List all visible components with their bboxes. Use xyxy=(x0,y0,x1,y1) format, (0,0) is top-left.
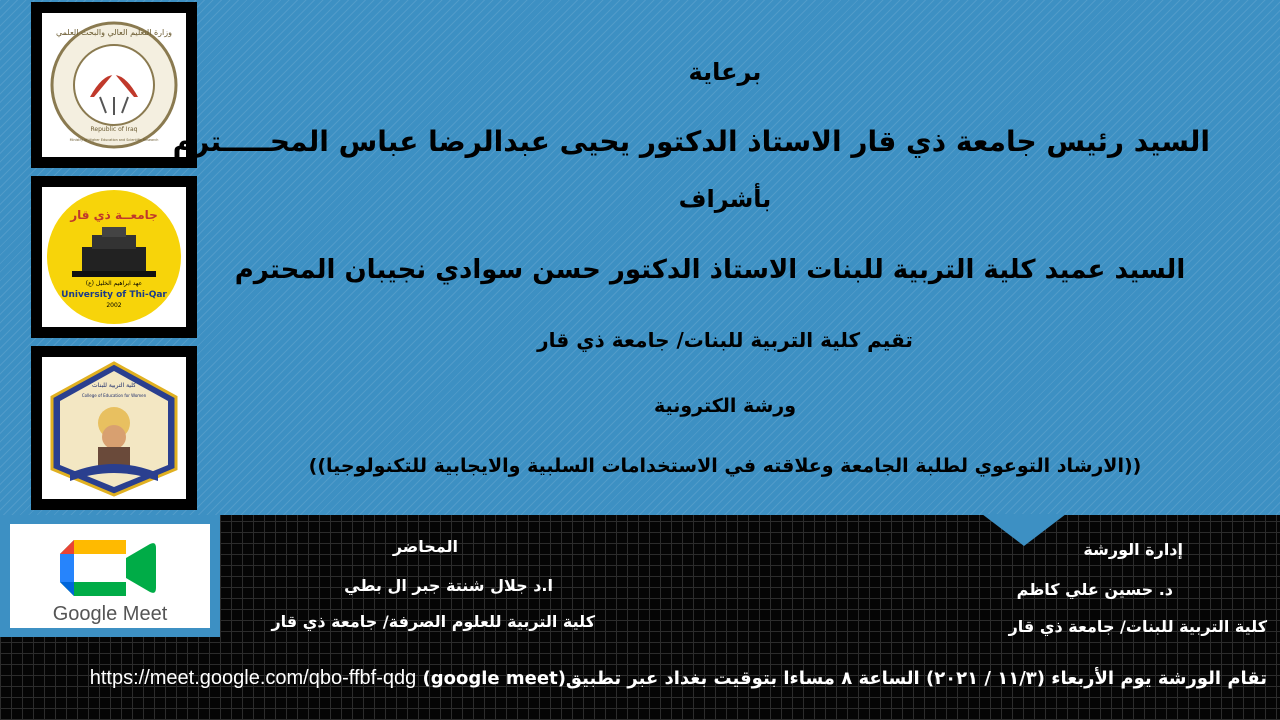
university-logo-year: 2002 xyxy=(106,302,122,309)
lecturer-heading: المحاضر xyxy=(392,537,458,556)
management-name: د. حسين علي كاظم xyxy=(1016,580,1173,599)
college-logo-frame xyxy=(31,346,197,510)
university-president-line: السيد رئيس جامعة ذي قار الاستاذ الدكتور يحيى عبدالرضا عباس المحـــــترم xyxy=(172,125,1210,158)
supervision-heading: بأشراف xyxy=(678,185,772,213)
ministry-logo xyxy=(42,13,186,157)
college-logo xyxy=(42,357,186,499)
college-logo-english: College of Education for Women xyxy=(81,393,147,398)
college-logo-arabic: كلية التربية للبنات xyxy=(92,382,136,389)
ministry-logo-arabic: وزارة التعليم العالي والبحث العلمي xyxy=(56,28,172,37)
workshop-type: ورشة الكترونية xyxy=(653,395,797,417)
google-meet-label: Google Meet xyxy=(52,603,168,625)
lecturer-name: ا.د جلال شنتة جبر ال بطي xyxy=(344,576,553,595)
meeting-link[interactable]: https://meet.google.com/qbo-ffbf-qdg xyxy=(89,667,417,689)
ministry-logo-country: Republic of Iraq xyxy=(90,126,138,133)
management-affiliation: كلية التربية للبنات/ جامعة ذي قار xyxy=(1008,617,1267,636)
callout-pointer xyxy=(982,514,1066,546)
university-logo xyxy=(42,187,186,327)
google-meet-icon xyxy=(60,540,166,596)
lecturer-affiliation: كلية التربية للعلوم الصرفة/ جامعة ذي قار xyxy=(271,612,595,631)
dean-line: السيد عميد كلية التربية للبنات الاستاذ الدكتور حسن سوادي نجيبان المحترم xyxy=(234,255,1186,285)
google-meet-badge xyxy=(0,515,220,637)
workshop-title: ((الارشاد التوعوي لطلبة الجامعة وعلاقته في الاستخدامات السلبية والايجابية للتكنولوجيا)) xyxy=(308,455,1142,477)
ministry-logo-english: Ministry of Higher Education and Scientific Research xyxy=(69,138,159,142)
sponsorship-heading: برعاية xyxy=(688,58,762,86)
university-logo-sub: عهد ابراهيم الخليل (ع) xyxy=(85,280,143,287)
university-logo-frame xyxy=(31,176,197,338)
schedule-text: تقام الورشة يوم الأربعاء (١١/٣ / ٢٠٢١) الساعة ٨ مساءا بتوقيت بغداد عبر تطبيق(google meet) xyxy=(422,668,1267,689)
management-heading: إدارة الورشة xyxy=(1083,540,1183,559)
university-logo-arabic: جامعــة ذي قار xyxy=(70,208,158,222)
university-logo-english: University of Thi-Qar xyxy=(61,290,167,300)
host-line: تقيم كلية التربية للبنات/ جامعة ذي قار xyxy=(537,328,913,352)
schedule-line xyxy=(13,667,1267,690)
